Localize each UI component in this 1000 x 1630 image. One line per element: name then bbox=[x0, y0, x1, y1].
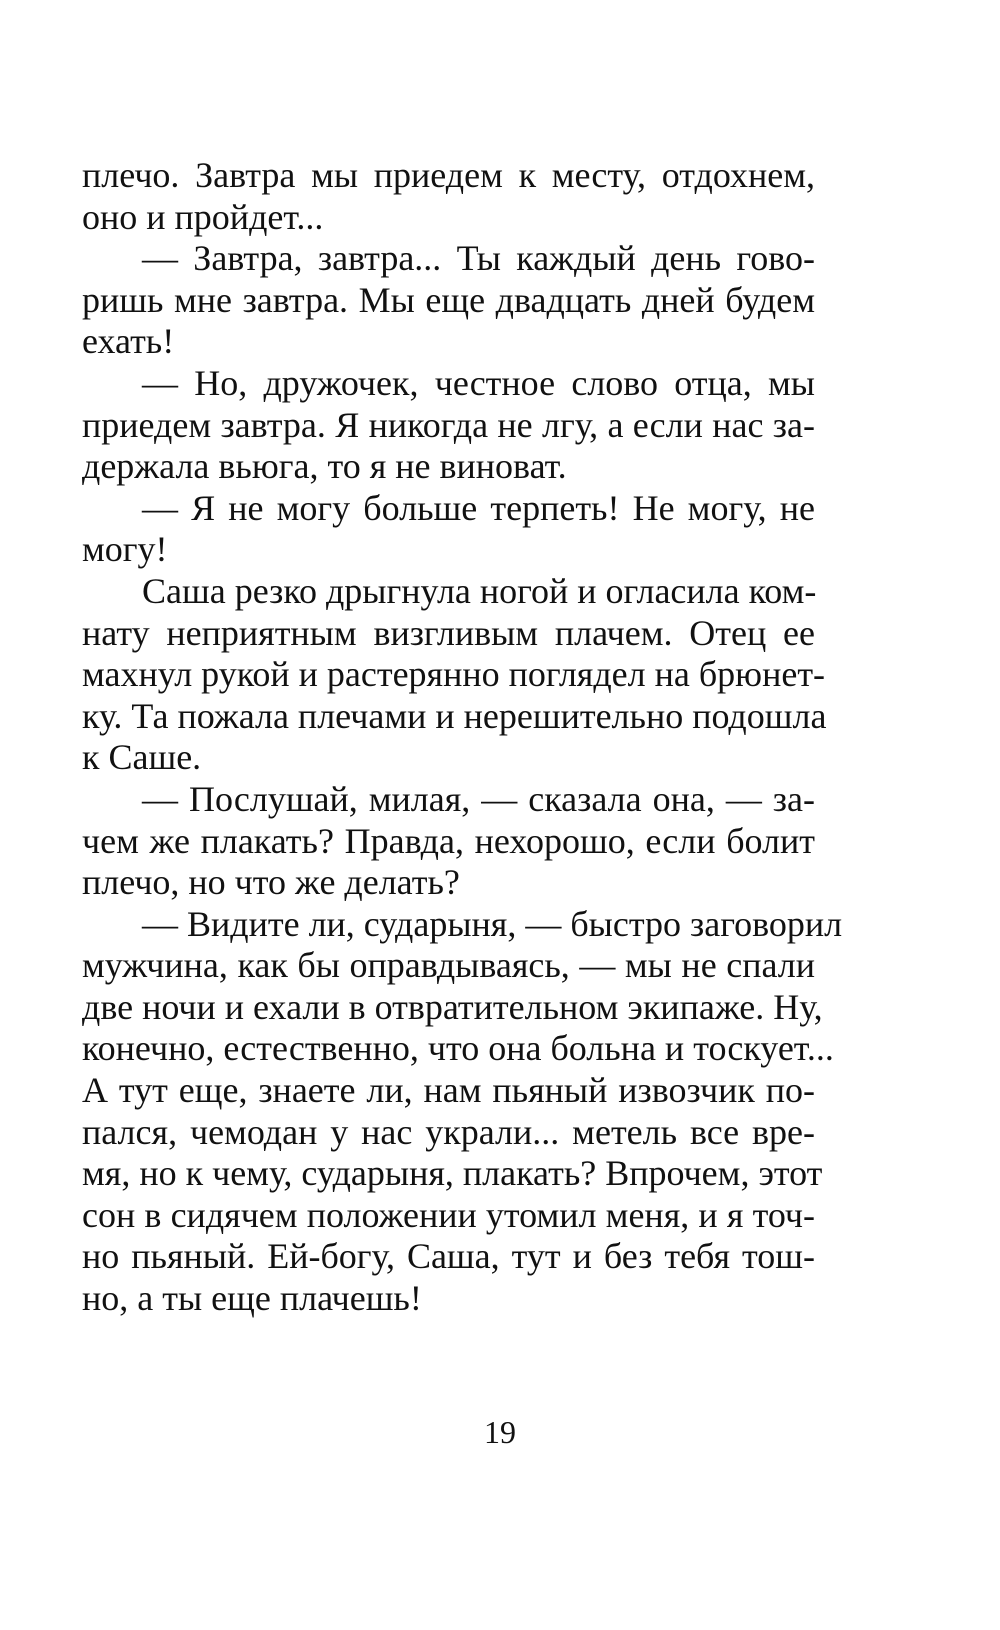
text-line: но пьяный. Ей-богу, Саша, тут и без тебя тош- bbox=[82, 1236, 815, 1277]
page-number: 19 bbox=[484, 1414, 516, 1450]
text-line: — Видите ли, сударыня, — быстро заговорил bbox=[142, 903, 843, 944]
text-line: могу! bbox=[82, 529, 168, 570]
text-line: — Завтра, завтра... Ты каждый день гово- bbox=[142, 238, 815, 279]
text-line: плечо. Завтра мы приедем к месту, отдохнем, bbox=[82, 155, 815, 195]
text-line: — Я не могу больше терпеть! Не могу, не bbox=[142, 487, 815, 528]
text-line: ришь мне завтра. Мы еще двадцать дней будем bbox=[82, 279, 815, 320]
text-line: махнул рукой и растерянно поглядел на брюнет- bbox=[82, 654, 826, 695]
text-line: ехать! bbox=[82, 321, 175, 362]
text-line: оно и пройдет... bbox=[82, 196, 324, 237]
text-line: нату неприятным визгливым плачем. Отец ее bbox=[82, 612, 815, 653]
text-line: мужчина, как бы оправдываясь, — мы не спали bbox=[82, 945, 815, 986]
text-line: приедем завтра. Я никогда не лгу, а если нас за- bbox=[82, 404, 815, 445]
text-line: конечно, естественно, что она больна и тоскует... bbox=[82, 1028, 834, 1069]
text-line: плечо, но что же делать? bbox=[82, 862, 460, 903]
text-line: пался, чемодан у нас украли... метель все вре- bbox=[82, 1111, 815, 1152]
text-line: — Послушай, милая, — сказала она, — за- bbox=[142, 778, 815, 819]
text-line: чем же плакать? Правда, нехорошо, если болит bbox=[82, 820, 815, 861]
text-line: сон в сидячем положении утомил меня, и я точ- bbox=[82, 1194, 815, 1235]
text-line: ку. Та пожала плечами и нерешительно подошла bbox=[82, 695, 827, 736]
text-line: к Саше. bbox=[82, 737, 202, 778]
text-line: — Но, дружочек, честное слово отца, мы bbox=[142, 362, 815, 403]
page-body-text bbox=[82, 155, 843, 1320]
text-line: но, а ты еще плачешь! bbox=[82, 1278, 422, 1319]
text-line: мя, но к чему, сударыня, плакать? Впрочем, этот bbox=[82, 1153, 823, 1194]
text-line: Саша резко дрыгнула ногой и огласила ком- bbox=[142, 570, 817, 611]
text-line: А тут еще, знаете ли, нам пьяный извозчик по- bbox=[82, 1070, 815, 1111]
text-line: две ночи и ехали в отвратительном экипаже. Ну, bbox=[82, 986, 823, 1027]
text-line: держала вьюга, то я не виноват. bbox=[82, 446, 567, 487]
